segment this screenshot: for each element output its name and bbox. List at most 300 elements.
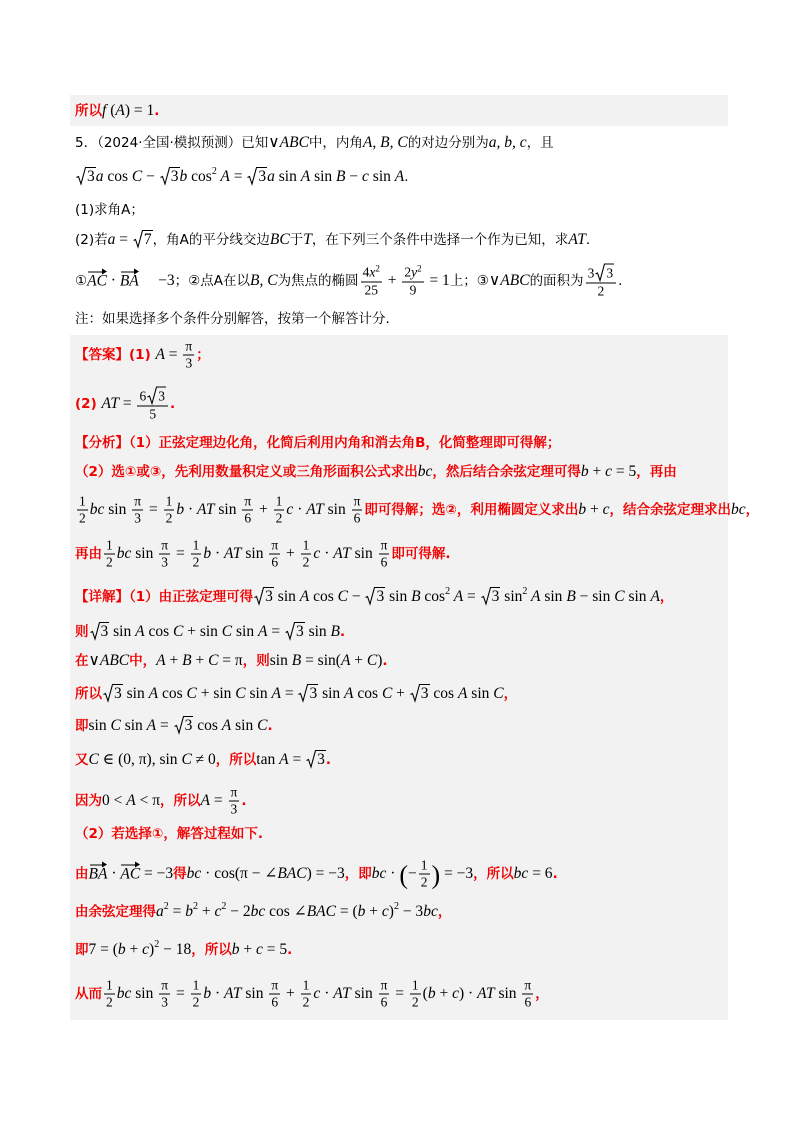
math-variable: bc — [116, 985, 132, 1002]
math-vector: AC — [120, 862, 140, 882]
fraction-numerator — [137, 387, 168, 407]
text-run: . — [552, 866, 558, 882]
radical-sign — [410, 684, 420, 702]
math-variable: c — [313, 985, 321, 1002]
math-text: = — [229, 168, 247, 185]
math-variable: A — [450, 588, 464, 605]
radical-sign — [254, 587, 264, 605]
radical-sign — [103, 684, 113, 702]
math-variable: bc — [371, 865, 387, 882]
text-run: 从而 — [75, 986, 102, 1002]
radical-sign — [298, 684, 308, 702]
text-run: 由余弦定理得 — [75, 904, 156, 920]
text-run: 所以 — [75, 686, 102, 702]
fraction-numerator — [191, 979, 202, 995]
question-title-line — [75, 133, 554, 153]
math-variable: A — [299, 588, 310, 605]
math-text: + sin — [183, 623, 222, 640]
math-text: 1 — [420, 857, 428, 873]
math-variable: AT — [223, 545, 242, 562]
math-text: 1 — [106, 537, 113, 553]
math-variable: B — [411, 588, 421, 605]
math-text: 2 — [192, 554, 200, 570]
text-run: 中，内角 — [308, 135, 363, 151]
detail-step-angle-sum-line — [75, 651, 388, 671]
answer-part1-line — [75, 340, 210, 371]
math-text: = — [164, 346, 182, 363]
math-variable: y — [411, 264, 418, 279]
math-text: · cos(π − ∠ — [201, 865, 278, 882]
math-variable: A — [135, 623, 145, 640]
math-text: − — [408, 865, 417, 882]
math-fraction — [269, 979, 280, 1010]
fraction-denominator — [379, 995, 390, 1010]
text-run: 即可得解；选②，利用椭圆定义求出 — [364, 502, 579, 518]
math-sqrt — [103, 684, 123, 702]
math-text: sin — [231, 717, 258, 734]
math-sqrt — [174, 716, 194, 734]
math-fraction — [419, 859, 430, 890]
fraction-denominator — [274, 511, 285, 526]
math-vector: AC — [87, 269, 107, 289]
sqrt-radicand: 3 — [170, 168, 179, 185]
math-variable: B — [182, 652, 192, 669]
math-variable: C — [381, 685, 393, 702]
math-fraction — [137, 387, 168, 422]
math-fraction — [159, 979, 170, 1010]
math-text: cos — [429, 685, 458, 702]
text-run: ，即 — [344, 866, 372, 882]
math-superscript: 2 — [522, 586, 528, 597]
math-text: 2 — [275, 510, 283, 526]
math-variable: ABC — [99, 652, 130, 669]
math-sqrt — [90, 622, 110, 640]
math-fraction — [269, 539, 280, 570]
math-text: π — [271, 977, 279, 993]
math-variable: A — [156, 652, 166, 669]
analysis-part2-line — [75, 462, 677, 482]
detail-step-result-a-line — [75, 786, 246, 817]
math-variable: A — [146, 717, 157, 734]
math-text: 2 — [302, 554, 310, 570]
math-variable: c — [142, 941, 150, 958]
math-variable: AT — [333, 545, 351, 562]
math-variable: AT — [568, 231, 586, 248]
text-run: . — [340, 624, 346, 640]
math-text: 3 — [134, 510, 142, 526]
math-variable: c — [286, 501, 294, 518]
math-text: = −3 — [440, 865, 474, 882]
math-text: sin — [350, 985, 377, 1002]
math-text: 3 — [230, 801, 238, 817]
math-sqrt — [410, 684, 430, 702]
math-sqrt — [298, 684, 318, 702]
math-text: 3 — [161, 994, 169, 1010]
math-variable: b — [117, 941, 126, 958]
radical-sign — [365, 587, 375, 605]
math-text: 0 < — [102, 792, 127, 809]
math-text: sin — [318, 685, 345, 702]
math-text: 7 = ( — [88, 941, 118, 958]
math-variable: C — [221, 623, 233, 640]
math-text: sin — [269, 652, 292, 669]
text-run: ，则 — [242, 653, 270, 669]
math-variable: C — [257, 717, 268, 734]
math-variable: B — [330, 623, 341, 640]
math-text: cos — [144, 623, 173, 640]
sqrt-radicand: 3 — [258, 168, 267, 185]
text-run: ， — [535, 986, 549, 1002]
math-text: 9 — [409, 282, 417, 297]
math-text: sin — [241, 985, 268, 1002]
fraction-denominator — [269, 555, 280, 570]
text-run: 则 — [75, 624, 89, 640]
math-text: sin — [131, 985, 158, 1002]
math-text: = ( — [335, 903, 358, 920]
math-text: = 1 — [425, 272, 450, 289]
math-variable: AT — [333, 985, 351, 1002]
math-variable: b — [357, 903, 366, 920]
previous-conclusion-line — [75, 101, 159, 121]
math-variable: a — [95, 168, 104, 185]
math-variable: c — [362, 168, 369, 185]
math-text: 6 — [244, 510, 252, 526]
fraction-denominator — [137, 407, 168, 422]
math-fraction — [352, 495, 363, 526]
fraction-numerator — [410, 979, 421, 995]
math-text: − sin — [575, 588, 615, 605]
math-variable: B — [336, 168, 346, 185]
math-text: π — [230, 784, 238, 800]
math-text: − — [142, 168, 159, 185]
math-text: 6 — [271, 994, 279, 1010]
radical-sign — [76, 167, 86, 185]
math-text: 2 — [192, 994, 200, 1010]
math-vector: BA — [120, 269, 139, 289]
math-variable: c — [452, 985, 459, 1002]
fraction-numerator — [242, 495, 253, 511]
math-text: ∨ — [88, 652, 100, 669]
math-text: ∈ (0, π), sin — [98, 751, 182, 768]
text-run: ，且 — [526, 135, 554, 151]
math-text: = — [288, 751, 306, 768]
math-variable: c — [602, 501, 610, 518]
analysis-option2-line — [75, 539, 451, 570]
math-text: sin — [494, 985, 521, 1002]
math-variable: b — [203, 545, 212, 562]
radical-sign — [481, 587, 491, 605]
math-text: − — [347, 588, 365, 605]
math-variable: b — [427, 985, 436, 1002]
math-text: + — [383, 272, 401, 289]
fraction-numerator — [104, 539, 115, 555]
fraction-denominator — [77, 511, 88, 526]
math-text: −3 — [138, 272, 175, 289]
math-variable: c — [313, 545, 321, 562]
math-text: 3 — [185, 355, 193, 371]
math-text: 6 — [524, 994, 532, 1010]
math-superscript: 2 — [417, 263, 422, 273]
fraction-denominator — [104, 995, 115, 1010]
math-variable: A — [155, 346, 165, 363]
sqrt-radicand: 3 — [317, 751, 325, 768]
math-variable: c — [214, 903, 222, 920]
math-variable: a — [156, 903, 164, 920]
sqrt-radicand: 3 — [87, 168, 95, 185]
math-text: ) = −3 — [306, 865, 345, 882]
math-text: ) — [149, 941, 155, 958]
fraction-denominator — [379, 555, 390, 570]
text-run: . — [287, 942, 293, 958]
math-text: = — [463, 588, 480, 605]
math-fraction — [274, 495, 285, 526]
math-sqrt — [254, 587, 274, 605]
math-text: sin — [385, 588, 412, 605]
detail-step-area-line — [75, 979, 549, 1010]
fraction-numerator — [586, 264, 617, 284]
math-text: cos — [193, 717, 222, 734]
math-text: 1 — [411, 977, 419, 993]
analysis-area-equation-line — [75, 495, 759, 526]
math-text: + — [392, 685, 409, 702]
math-sqrt — [160, 167, 180, 185]
math-variable: bc — [186, 865, 202, 882]
math-text: · — [320, 985, 334, 1002]
math-text: sin — [232, 623, 258, 640]
text-run: 即 — [75, 942, 89, 958]
math-text: = — [391, 985, 408, 1002]
math-variable: b — [580, 463, 589, 480]
math-variable: AT — [196, 501, 215, 518]
math-text: 6 — [271, 554, 279, 570]
text-run: . — [585, 232, 591, 248]
text-run: ，所以 — [191, 942, 232, 958]
math-fraction — [361, 265, 382, 297]
fraction-numerator — [229, 786, 240, 802]
math-text: + — [198, 903, 215, 920]
sqrt-radicand: 3 — [309, 685, 318, 702]
math-text: + — [255, 501, 272, 518]
math-text: sin — [122, 685, 149, 702]
math-superscript: 2 — [445, 586, 451, 597]
text-run: . — [241, 793, 247, 809]
fraction-denominator — [229, 802, 240, 817]
fraction-denominator — [191, 555, 202, 570]
math-text: sin — [624, 588, 651, 605]
math-variable: bc — [89, 501, 105, 518]
math-text: sin — [88, 717, 111, 734]
fraction-denominator — [402, 282, 423, 297]
math-sqrt — [365, 587, 385, 605]
text-run: (2)若 — [75, 232, 108, 248]
fraction-numerator — [159, 539, 170, 555]
math-fraction — [301, 539, 312, 570]
math-variable: x — [369, 264, 376, 279]
math-variable: BC — [269, 231, 290, 248]
text-run: ，角A的平分线交边 — [152, 232, 270, 248]
fraction-denominator — [183, 356, 194, 371]
text-run: 在 — [75, 653, 89, 669]
text-run: ， — [437, 904, 452, 920]
math-text: = — [172, 985, 189, 1002]
fraction-denominator — [269, 995, 280, 1010]
math-text: π — [271, 537, 279, 553]
fraction-numerator — [419, 859, 430, 875]
math-text: sin — [368, 168, 395, 185]
math-text: · — [320, 545, 334, 562]
math-variable: ABC — [279, 134, 309, 151]
math-text: ) · — [458, 985, 478, 1002]
text-run: 再由 — [75, 546, 102, 562]
math-text: · — [386, 865, 400, 882]
text-run: . — [382, 653, 388, 669]
math-text: = — [145, 501, 162, 518]
math-fraction — [77, 495, 88, 526]
fraction-denominator — [586, 284, 617, 299]
math-large-paren: ) — [431, 860, 441, 889]
fraction-numerator — [402, 265, 423, 282]
text-run: ，结合余弦定理求出 — [609, 502, 731, 518]
math-text: + — [365, 903, 382, 920]
text-run: 为焦点的椭圆 — [277, 273, 359, 289]
radical-sign — [306, 750, 316, 768]
math-text: − 2 — [226, 903, 251, 920]
math-text: 5 — [149, 406, 157, 422]
fraction-denominator — [242, 511, 253, 526]
math-variable: f — [102, 102, 107, 119]
fraction-denominator — [159, 555, 170, 570]
math-variable: BAC — [277, 865, 307, 882]
text-run: ，所以 — [215, 752, 257, 768]
math-text: ) — [388, 903, 394, 920]
math-superscript: 2 — [393, 901, 399, 912]
math-fraction — [191, 979, 202, 1010]
math-variable: C — [172, 623, 184, 640]
math-variable: BAC — [306, 903, 336, 920]
math-variable: A — [271, 685, 281, 702]
math-variable: B, C — [250, 272, 278, 289]
fraction-numerator — [269, 979, 280, 995]
sqrt-radicand: 3 — [295, 623, 304, 640]
math-text: − 18 — [159, 941, 192, 958]
math-variable: A — [216, 168, 230, 185]
fraction-numerator — [301, 539, 312, 555]
fraction-numerator — [269, 539, 280, 555]
text-run: (1)求角A； — [75, 202, 144, 218]
detail-part2-heading-line — [75, 824, 263, 844]
math-fraction — [242, 495, 253, 526]
text-run: . — [618, 273, 623, 289]
math-text: sin — [540, 588, 567, 605]
math-variable: A — [527, 588, 541, 605]
text-run: ， — [745, 502, 760, 518]
math-text: sin — [131, 545, 158, 562]
math-text: = — [172, 545, 189, 562]
math-text: π — [380, 977, 388, 993]
math-superscript: 2 — [163, 901, 169, 912]
math-variable: b — [185, 903, 193, 920]
math-text: sin — [304, 623, 331, 640]
math-variable: A, B, C — [362, 134, 408, 151]
text-run: . — [404, 169, 409, 185]
radical-sign — [174, 716, 184, 734]
fraction-numerator — [164, 495, 175, 511]
math-variable: C — [186, 685, 197, 702]
math-text: = sin( — [301, 652, 341, 669]
text-run: . — [325, 752, 331, 768]
math-text: sin — [241, 545, 268, 562]
text-run: ① — [75, 273, 88, 289]
sqrt-radicand: 3 — [265, 588, 273, 605]
fraction-denominator — [522, 995, 533, 1010]
math-text: ( — [422, 985, 428, 1002]
math-text: 6 — [139, 388, 147, 404]
fraction-numerator — [132, 495, 143, 511]
sqrt-radicand: 3 — [376, 588, 385, 605]
text-run: （2）选①或③，先利用数量积定义或三角形面积公式求出 — [75, 464, 418, 480]
math-text: = 5 — [612, 463, 637, 480]
math-text: = — [280, 685, 298, 702]
math-variable: AT — [477, 985, 495, 1002]
math-variable: C — [493, 685, 504, 702]
fraction-numerator — [183, 340, 194, 356]
math-text: = 5 — [262, 941, 288, 958]
math-text: ∨ — [488, 272, 501, 289]
math-variable: bc — [250, 903, 266, 920]
sqrt-radicand: 3 — [184, 717, 193, 734]
text-run: . — [169, 396, 176, 412]
fraction-denominator — [164, 511, 175, 526]
math-variable: A — [457, 685, 468, 702]
question-given-equation-line — [75, 167, 409, 189]
math-variable: A — [300, 168, 311, 185]
math-text: 1 — [302, 537, 310, 553]
math-fraction — [183, 340, 194, 371]
math-variable: A — [257, 623, 268, 640]
math-text: 2 — [165, 510, 173, 526]
math-sqrt — [306, 750, 326, 768]
math-text: sin — [109, 623, 136, 640]
math-text: + — [282, 545, 299, 562]
fraction-denominator — [361, 282, 382, 297]
math-variable: bc — [116, 545, 132, 562]
math-text: · — [107, 865, 121, 882]
math-text: + — [350, 652, 367, 669]
sqrt-radicand: 3 — [606, 265, 614, 281]
radical-sign — [133, 230, 143, 248]
math-text: − — [345, 168, 363, 185]
text-run: 的对边分别为 — [407, 135, 489, 151]
sqrt-radicand: 3 — [158, 388, 165, 404]
math-fraction — [522, 979, 533, 1010]
math-variable: A — [650, 588, 660, 605]
question-part2-line — [75, 230, 590, 250]
text-run: ；②点A在以 — [174, 273, 250, 289]
fraction-denominator — [352, 511, 363, 526]
math-variable: AT — [101, 395, 119, 412]
sqrt-radicand: 3 — [114, 685, 122, 702]
math-text: + — [282, 985, 299, 1002]
math-variable: a — [107, 231, 116, 248]
math-text: ( — [106, 102, 116, 119]
math-text: 4 — [362, 264, 370, 279]
math-variable: bc — [513, 865, 529, 882]
math-text: + sin — [196, 685, 236, 702]
math-text: 2 — [106, 994, 113, 1010]
question-note-line — [75, 309, 390, 329]
math-text: 2 — [404, 264, 412, 279]
math-variable: bc — [417, 463, 433, 480]
